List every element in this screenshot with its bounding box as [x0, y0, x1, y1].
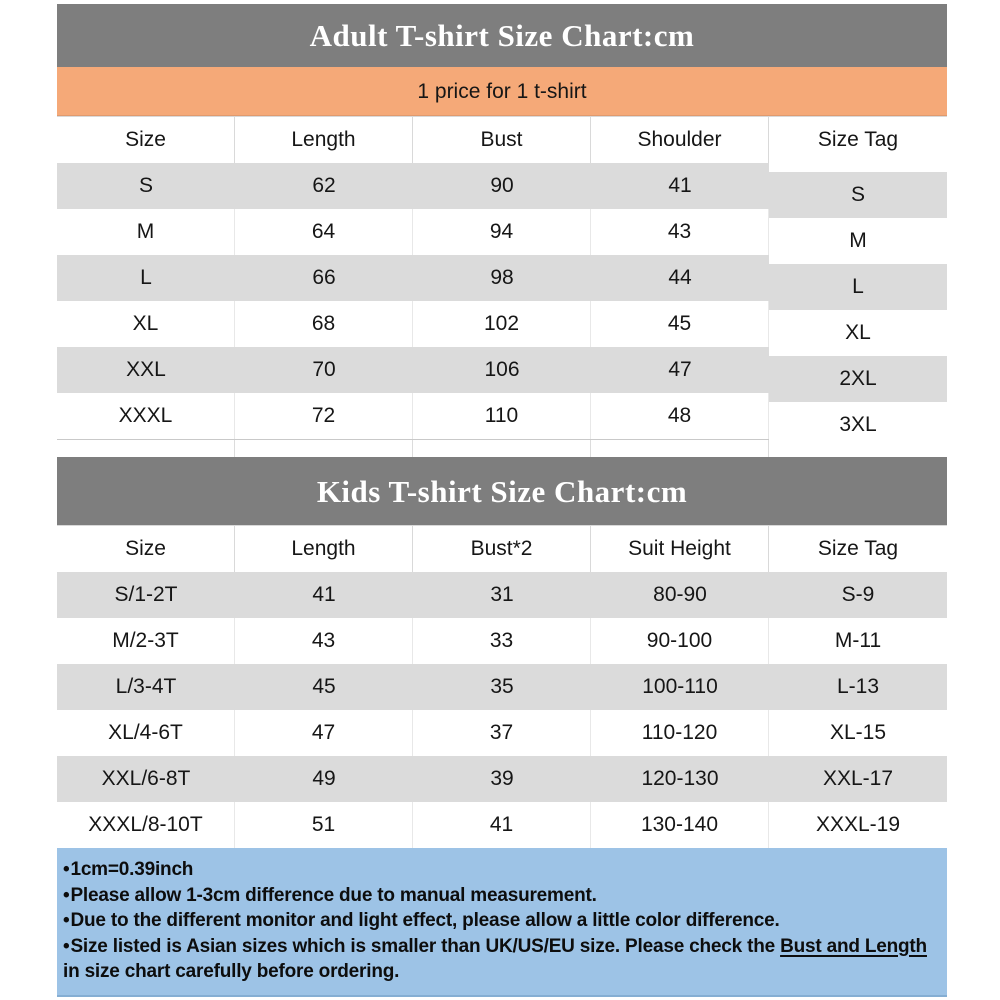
table-cell: 90	[413, 163, 591, 209]
column-header: Length	[235, 116, 413, 163]
note-text: Please allow 1-3cm difference due to manual measurement.	[70, 884, 597, 906]
table-cell: L	[57, 255, 235, 301]
table-cell: XL-15	[769, 710, 947, 756]
table-cell: 98	[413, 255, 591, 301]
table-cell: 110-120	[591, 710, 769, 756]
table-row	[57, 756, 947, 802]
table-cell: L-13	[769, 664, 947, 710]
table-cell: 94	[413, 209, 591, 255]
column-header: Size	[57, 525, 235, 572]
table-cell: 47	[591, 347, 769, 393]
note-text: Due to the different monitor and light effect, please allow a little color difference.	[70, 910, 780, 931]
divider-tick	[235, 440, 413, 457]
table-cell: 44	[591, 255, 769, 301]
note-item	[63, 908, 933, 934]
table-cell: L	[769, 264, 947, 310]
table-cell: 37	[413, 710, 591, 756]
bullet-icon: •	[63, 935, 70, 957]
table-cell: 45	[591, 301, 769, 347]
table-cell: M-11	[769, 618, 947, 664]
table-cell: 41	[591, 163, 769, 209]
note-text: Size listed is Asian sizes which is smaller than UK/US/EU size. Please check the	[70, 935, 781, 957]
table-cell: S/1-2T	[57, 572, 235, 618]
table-cell: 48	[591, 393, 769, 439]
table-header-row	[57, 525, 947, 572]
table-cell: XXXL	[57, 393, 235, 439]
table-header-row	[57, 116, 947, 163]
table-cell: 41	[235, 572, 413, 618]
table-cell: 35	[413, 664, 591, 710]
note-item	[63, 883, 933, 909]
table-cell: XXXL-19	[769, 802, 947, 848]
table-row	[57, 163, 947, 209]
note-item	[63, 857, 933, 883]
table-cell: 68	[235, 301, 413, 347]
table-cell: XXL	[57, 347, 235, 393]
table-cell: 31	[413, 572, 591, 618]
table-cell: S	[769, 172, 947, 218]
table-cell: XXXL/8-10T	[57, 802, 235, 848]
table-row	[57, 802, 947, 848]
table-cell: S-9	[769, 572, 947, 618]
column-header: Bust	[413, 116, 591, 163]
table-cell: 106	[413, 347, 591, 393]
table-cell: 66	[235, 255, 413, 301]
table-row	[57, 572, 947, 618]
table-cell: 70	[235, 347, 413, 393]
table-cell: XXL-17	[769, 756, 947, 802]
table-cell: 45	[235, 664, 413, 710]
table-cell: 72	[235, 393, 413, 439]
table-cell: 62	[235, 163, 413, 209]
chart-content	[57, 4, 947, 997]
table-cell: 64	[235, 209, 413, 255]
divider-tick	[57, 440, 235, 457]
column-header: Size Tag	[769, 116, 947, 163]
note-text-underlined: Bust and Length	[780, 935, 927, 957]
table-cell: XL	[769, 310, 947, 356]
bullet-icon: •	[63, 910, 70, 931]
table-cell: 49	[235, 756, 413, 802]
kids-chart-title: Kids T-shirt Size Chart:cm	[57, 457, 947, 525]
table-cell: 3XL	[769, 402, 947, 448]
column-header: Length	[235, 525, 413, 572]
table-cell: 33	[413, 618, 591, 664]
table-cell: M	[769, 218, 947, 264]
table-cell: 2XL	[769, 356, 947, 402]
price-banner: 1 price for 1 t-shirt	[57, 67, 947, 116]
note-text: 1cm=0.39inch	[70, 859, 194, 880]
table-cell: 51	[235, 802, 413, 848]
table-cell: 39	[413, 756, 591, 802]
table-cell: L/3-4T	[57, 664, 235, 710]
note-item	[63, 934, 933, 985]
table-cell: 80-90	[591, 572, 769, 618]
adult-chart-title: Adult T-shirt Size Chart:cm	[57, 4, 947, 67]
table-cell: 120-130	[591, 756, 769, 802]
table-cell: 90-100	[591, 618, 769, 664]
table-cell: 47	[235, 710, 413, 756]
table-cell: 102	[413, 301, 591, 347]
table-cell: M/2-3T	[57, 618, 235, 664]
notes-panel	[57, 848, 947, 997]
table-cell: XL/4-6T	[57, 710, 235, 756]
note-text: in size chart carefully before ordering.	[63, 961, 400, 982]
table-cell: 110	[413, 393, 591, 439]
bullet-icon: •	[63, 859, 70, 880]
table-cell: S	[57, 163, 235, 209]
table-cell: 130-140	[591, 802, 769, 848]
table-cell: XL	[57, 301, 235, 347]
bullet-icon: •	[63, 884, 70, 906]
column-header: Suit Height	[591, 525, 769, 572]
column-header: Size Tag	[769, 525, 947, 572]
adult-size-table	[57, 116, 947, 439]
table-cell: 43	[235, 618, 413, 664]
table-cell: M	[57, 209, 235, 255]
table-row	[57, 664, 947, 710]
column-header: Shoulder	[591, 116, 769, 163]
table-cell: XXL/6-8T	[57, 756, 235, 802]
table-row	[57, 710, 947, 756]
table-row	[57, 618, 947, 664]
divider-tick	[591, 440, 769, 457]
table-cell: 41	[413, 802, 591, 848]
table-cell: 43	[591, 209, 769, 255]
kids-size-table	[57, 525, 947, 848]
column-header: Size	[57, 116, 235, 163]
column-header: Bust*2	[413, 525, 591, 572]
table-cell: 100-110	[591, 664, 769, 710]
divider-tick	[413, 440, 591, 457]
